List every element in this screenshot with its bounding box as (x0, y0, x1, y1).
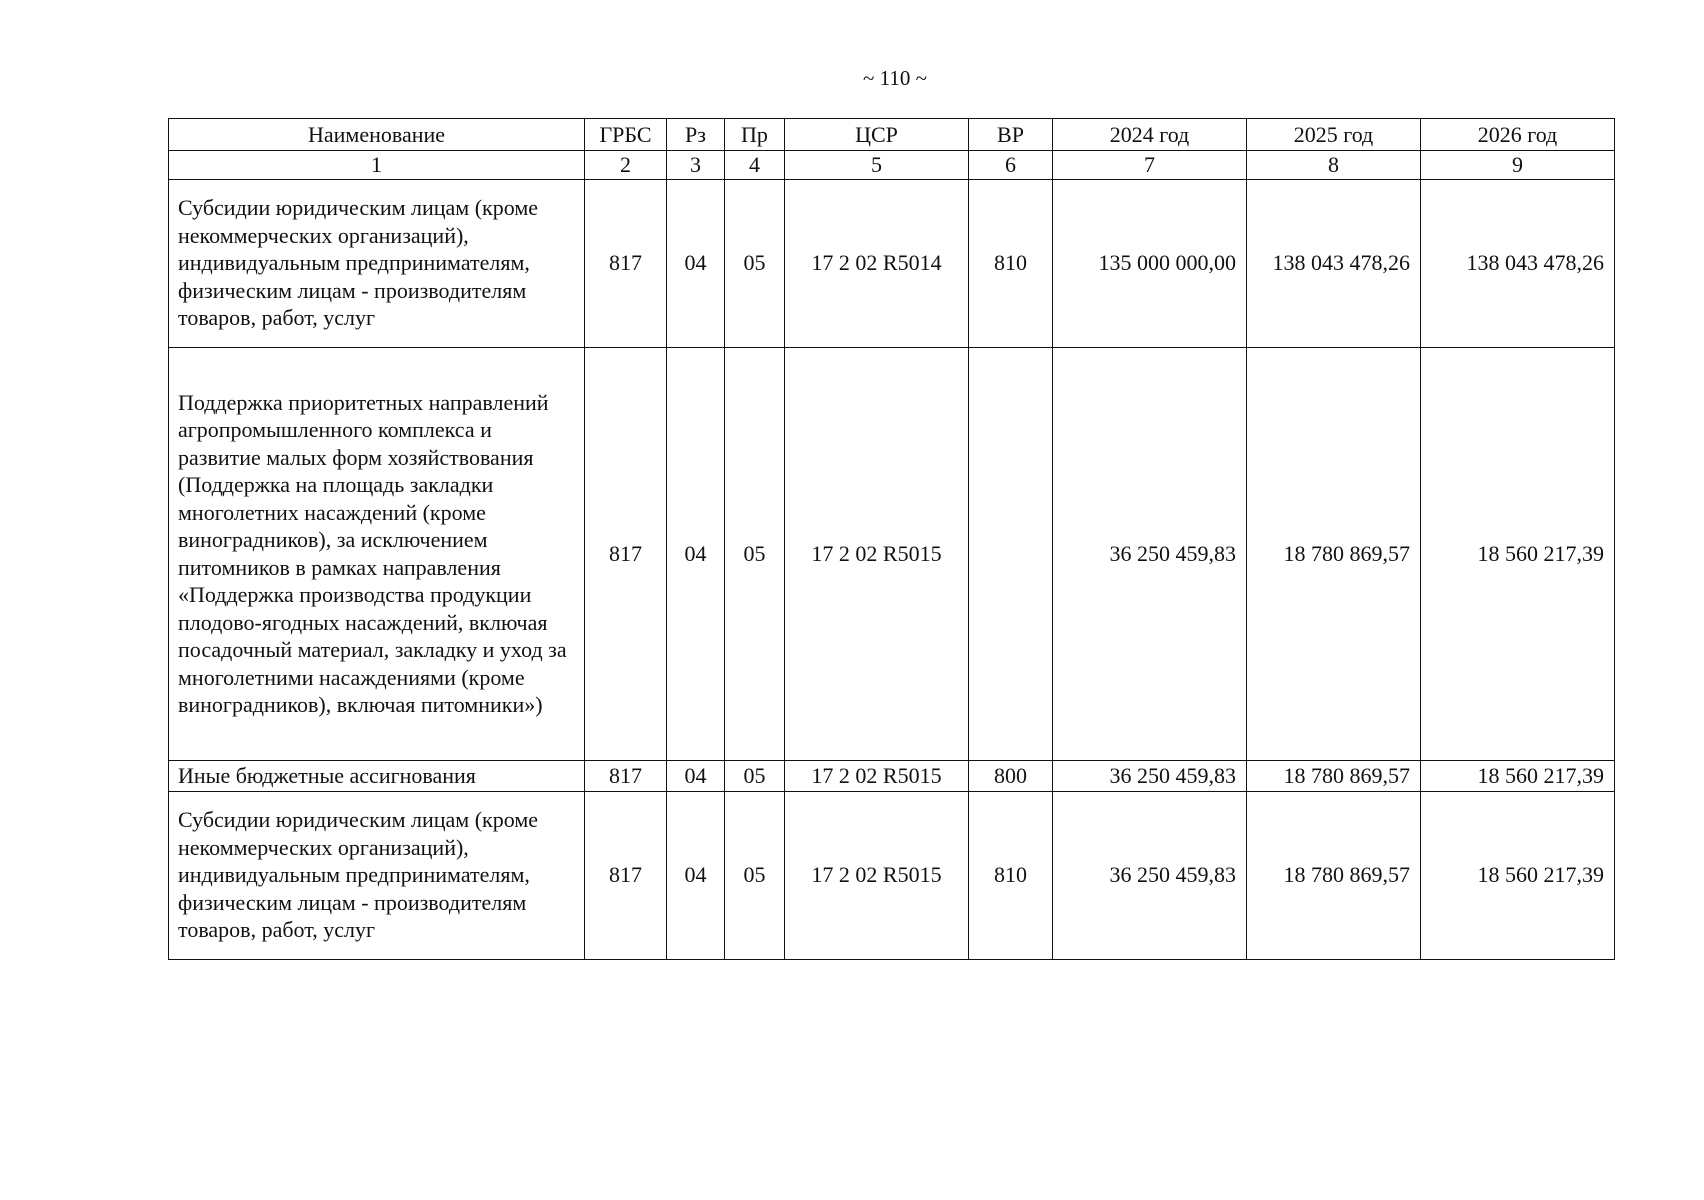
row-rz: 04 (667, 347, 725, 760)
header-vr: ВР (969, 119, 1053, 151)
column-number: 7 (1053, 151, 1247, 180)
row-grbs: 817 (585, 760, 667, 791)
row-rz: 04 (667, 179, 725, 347)
row-vr: 810 (969, 179, 1053, 347)
row-name: Поддержка приоритетных направлений агропромышленного комплекса и развитие малых форм хозяйствования (Поддержка на площадь закладки многолетних насаждений (кроме виноградников), за исключением питомников в рамках направления «Поддержка производства продукции плодово-ягодных насаждений, включая посадочный материал, закладку и уход за многолетними насаждениями (кроме виноградников), включая питомники») (169, 347, 585, 760)
row-2026: 138 043 478,26 (1421, 179, 1615, 347)
row-csr: 17 2 02 R5014 (785, 179, 969, 347)
row-2025: 18 780 869,57 (1247, 791, 1421, 959)
header-2025: 2025 год (1247, 119, 1421, 151)
column-number: 3 (667, 151, 725, 180)
budget-table (168, 118, 1615, 960)
column-number-row (169, 151, 1615, 180)
row-pr: 05 (725, 347, 785, 760)
column-number: 6 (969, 151, 1053, 180)
column-number: 5 (785, 151, 969, 180)
row-name: Субсидии юридическим лицам (кроме некоммерческих организаций), индивидуальным предпринимателям, физическим лицам - производителям товаров, работ, услуг (169, 179, 585, 347)
row-csr: 17 2 02 R5015 (785, 347, 969, 760)
page-number: ~ 110 ~ (863, 66, 927, 90)
row-grbs: 817 (585, 179, 667, 347)
header-csr: ЦСР (785, 119, 969, 151)
row-csr: 17 2 02 R5015 (785, 760, 969, 791)
row-2024: 36 250 459,83 (1053, 791, 1247, 959)
row-pr: 05 (725, 760, 785, 791)
row-2024: 36 250 459,83 (1053, 347, 1247, 760)
column-number: 2 (585, 151, 667, 180)
row-pr: 05 (725, 791, 785, 959)
row-csr: 17 2 02 R5015 (785, 791, 969, 959)
header-grbs: ГРБС (585, 119, 667, 151)
row-2026: 18 560 217,39 (1421, 791, 1615, 959)
table-header-row (169, 119, 1615, 151)
header-rz: Рз (667, 119, 725, 151)
row-vr: 800 (969, 760, 1053, 791)
row-2025: 18 780 869,57 (1247, 347, 1421, 760)
row-grbs: 817 (585, 791, 667, 959)
header-pr: Пр (725, 119, 785, 151)
row-vr: 810 (969, 791, 1053, 959)
table-row (169, 760, 1615, 791)
row-2025: 18 780 869,57 (1247, 760, 1421, 791)
header-2024: 2024 год (1053, 119, 1247, 151)
row-vr (969, 347, 1053, 760)
header-2026: 2026 год (1421, 119, 1615, 151)
table-row (169, 347, 1615, 760)
header-name: Наименование (169, 119, 585, 151)
row-grbs: 817 (585, 347, 667, 760)
row-name: Иные бюджетные ассигнования (169, 760, 585, 791)
column-number: 4 (725, 151, 785, 180)
row-pr: 05 (725, 179, 785, 347)
row-rz: 04 (667, 791, 725, 959)
column-number: 8 (1247, 151, 1421, 180)
row-2025: 138 043 478,26 (1247, 179, 1421, 347)
row-2026: 18 560 217,39 (1421, 760, 1615, 791)
row-2024: 135 000 000,00 (1053, 179, 1247, 347)
row-rz: 04 (667, 760, 725, 791)
row-2026: 18 560 217,39 (1421, 347, 1615, 760)
column-number: 9 (1421, 151, 1615, 180)
row-2024: 36 250 459,83 (1053, 760, 1247, 791)
column-number: 1 (169, 151, 585, 180)
row-name: Субсидии юридическим лицам (кроме некоммерческих организаций), индивидуальным предпринимателям, физическим лицам - производителям товаров, работ, услуг (169, 791, 585, 959)
table-row (169, 179, 1615, 347)
table-row (169, 791, 1615, 959)
